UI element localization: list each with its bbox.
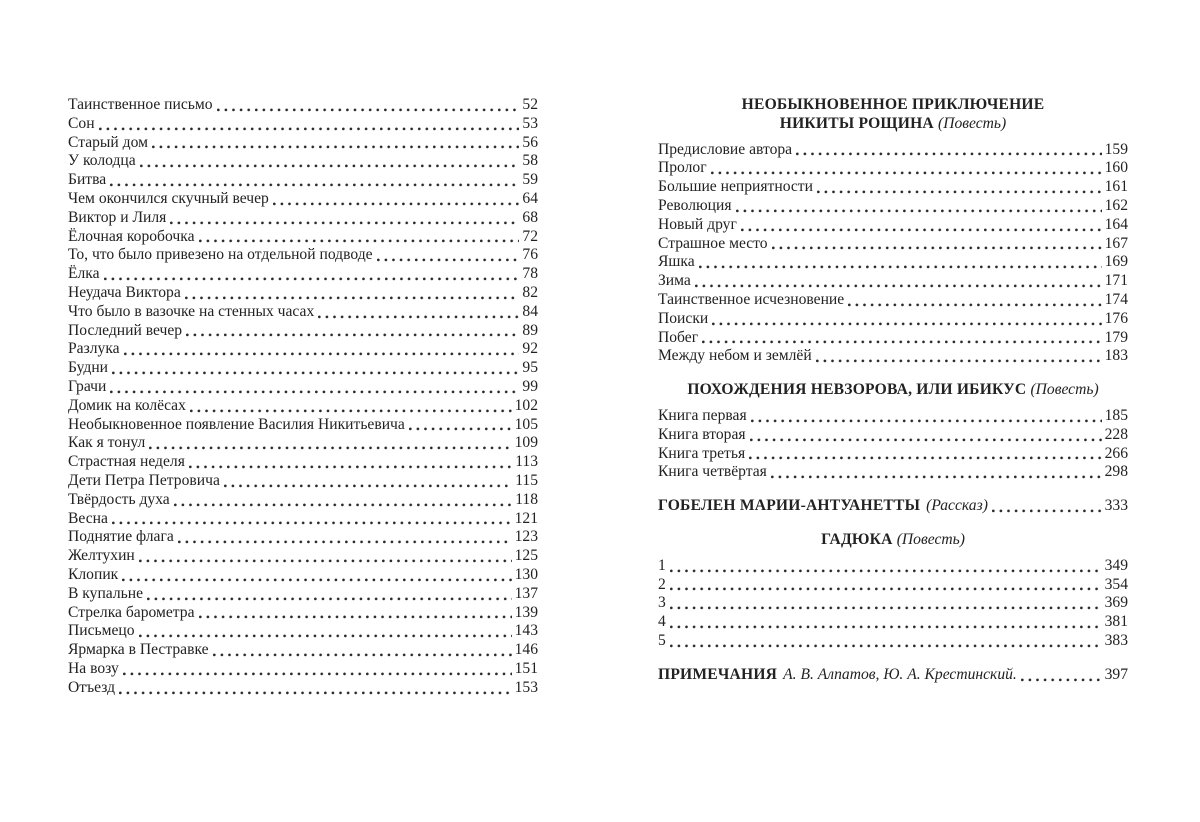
toc-entry-title: Таинственное письмо: [68, 96, 213, 113]
toc-entry: [658, 613, 1128, 632]
section-heading-genre-note: (Повесть): [896, 530, 965, 548]
dot-leader: [147, 597, 512, 601]
section-heading: [658, 96, 1128, 134]
toc-entry-title: Как я тонул: [68, 434, 146, 452]
toc-entry: [658, 463, 1128, 482]
toc-entry-title: Отъезд: [68, 678, 116, 696]
toc-entry-title: Твёрдость духа: [68, 490, 170, 508]
toc-entry-page: 76: [522, 246, 538, 264]
dot-leader: [741, 228, 1102, 232]
toc-entry: [68, 152, 538, 171]
dot-leader: [695, 284, 1102, 288]
dot-leader: [122, 578, 511, 582]
toc-entry-page: 109: [514, 434, 538, 452]
toc-entry-page: 99: [522, 377, 538, 395]
toc-entry-title: 5: [658, 631, 666, 649]
toc-entry: [68, 660, 538, 679]
toc-entry-title: Старый дом: [68, 133, 148, 151]
toc-entry-page: 164: [1104, 215, 1128, 233]
dot-leader: [712, 322, 1101, 326]
toc-entry: [68, 547, 538, 566]
toc-entry-page: 183: [1104, 347, 1128, 365]
toc-inline-entry-note: (Рассказ): [926, 497, 988, 515]
dot-leader: [189, 465, 512, 469]
dot-leader: [771, 475, 1102, 479]
toc-entry-page: 118: [515, 490, 538, 508]
section-heading: [658, 531, 1128, 550]
dot-leader: [711, 171, 1102, 175]
dot-leader: [213, 653, 512, 657]
toc-entry-title: Ёлка: [68, 265, 100, 283]
toc-entry: [658, 141, 1128, 160]
dot-leader: [149, 446, 511, 450]
toc-inline-entry-title: ГОБЕЛЕН МАРИИ-АНТУАНЕТТЫ: [658, 497, 921, 515]
toc-entry-title: Последний вечер: [68, 321, 183, 339]
toc-entry-page: 59: [522, 171, 538, 189]
dot-leader: [170, 221, 519, 225]
toc-entry-title: Книга вторая: [658, 425, 746, 443]
toc-entry-page: 266: [1104, 444, 1128, 462]
toc-entry: [68, 246, 538, 265]
toc-inline-entry: [658, 497, 1128, 516]
toc-entry: [658, 347, 1128, 366]
toc-entry-title: Битва: [68, 171, 107, 189]
toc-entry-page: 139: [514, 603, 538, 621]
toc-entry-title: Книга четвёртая: [658, 463, 767, 481]
dot-leader: [110, 390, 519, 394]
toc-section: [658, 497, 1128, 516]
toc-entry-title: Революция: [658, 196, 732, 214]
toc-entry: [68, 585, 538, 604]
toc-section: [658, 96, 1128, 366]
toc-entry-page: 82: [522, 283, 538, 301]
dot-leader: [751, 419, 1102, 423]
toc-entry-title: 4: [658, 613, 666, 631]
toc-entry-page: 160: [1104, 159, 1128, 177]
toc-entry-title: Стрелка барометра: [68, 603, 195, 621]
section-heading-title: ГАДЮКА: [821, 530, 893, 548]
dot-leader: [190, 409, 512, 413]
toc-entry-title: Ёлочная коробочка: [68, 227, 195, 245]
toc-entry-page: 171: [1104, 272, 1128, 290]
dot-leader: [750, 438, 1102, 442]
toc-entry-title: Страстная неделя: [68, 453, 185, 471]
toc-section: [658, 666, 1128, 685]
toc-entry: [68, 622, 538, 641]
toc-entry-page: 179: [1104, 328, 1128, 346]
dot-leader: [112, 371, 519, 375]
toc-entry-title: Большие неприятности: [658, 178, 813, 196]
dot-leader: [817, 190, 1102, 194]
toc-entry-page: 176: [1104, 309, 1128, 327]
toc-entry-title: Яшка: [658, 253, 695, 271]
toc-entry: [68, 359, 538, 378]
toc-entry-page: 137: [514, 584, 538, 602]
toc-entry: [68, 115, 538, 134]
toc-entry-title: Таинственное исчезновение: [658, 290, 845, 308]
toc-entry-page: 381: [1104, 613, 1128, 631]
toc-entry: [658, 310, 1128, 329]
toc-entry-page: 153: [514, 678, 538, 696]
toc-entry: [68, 641, 538, 660]
toc-right-page-column: [658, 96, 1128, 685]
toc-entry-page: 84: [522, 302, 538, 320]
toc-entry-title: То, что было привезено на отдельной подводе: [68, 246, 373, 264]
toc-entry: [658, 235, 1128, 254]
dot-leader: [772, 246, 1102, 250]
toc-entry: [68, 528, 538, 547]
toc-entry: [658, 557, 1128, 576]
dot-leader: [104, 277, 520, 281]
dot-leader: [152, 145, 519, 149]
toc-entry-title: Книга первая: [658, 406, 747, 424]
toc-entry: [658, 253, 1128, 272]
toc-entry-title: Между небом и землёй: [658, 347, 812, 365]
toc-entry-title: Домик на колёсах: [68, 396, 186, 414]
dot-leader: [670, 625, 1102, 629]
toc-entry-page: 174: [1104, 290, 1128, 308]
toc-section: [658, 381, 1128, 482]
toc-entry: [658, 197, 1128, 216]
toc-entry-page: 72: [522, 227, 538, 245]
toc-inline-entry-title: ПРИМЕЧАНИЯ: [658, 665, 778, 683]
toc-entry: [658, 159, 1128, 178]
toc-entry-title: На возу: [68, 659, 119, 677]
toc-entry-title: Пролог: [658, 159, 707, 177]
toc-entry-page: 52: [522, 96, 538, 113]
dot-leader: [670, 644, 1102, 648]
dot-leader: [736, 209, 1102, 213]
dot-leader: [123, 672, 512, 676]
toc-entry-title: 3: [658, 594, 666, 612]
toc-entry: [68, 228, 538, 247]
toc-entry-title: Новый друг: [658, 215, 737, 233]
dot-leader: [139, 634, 512, 638]
toc-entry: [68, 340, 538, 359]
dot-leader: [1021, 678, 1102, 682]
dot-leader: [702, 340, 1102, 344]
toc-entry: [68, 434, 538, 453]
toc-entry-title: Будни: [68, 359, 109, 377]
toc-entry-title: Виктор и Лиля: [68, 208, 167, 226]
toc-entry-page: 333: [1104, 497, 1128, 515]
toc-entry-title: Желтухин: [68, 547, 135, 565]
dot-leader: [992, 509, 1102, 513]
toc-entry-title: Ярмарка в Пестравке: [68, 641, 209, 659]
toc-entry-title: У колодца: [68, 152, 136, 170]
toc-entry: [658, 272, 1128, 291]
toc-entry-page: 68: [522, 208, 538, 226]
toc-entry-page: 130: [514, 565, 538, 583]
toc-entry-page: 169: [1104, 253, 1128, 271]
dot-leader: [796, 152, 1102, 156]
dot-leader: [199, 615, 512, 619]
dot-leader: [749, 456, 1101, 460]
toc-entry-title: Что было в вазочке на стенных часах: [68, 302, 315, 320]
toc-entry-page: 146: [514, 641, 538, 659]
dot-leader: [670, 606, 1102, 610]
toc-entry: [68, 134, 538, 153]
dot-leader: [816, 359, 1102, 363]
toc-entry: [68, 190, 538, 209]
toc-entry-title: Предисловие автора: [658, 140, 793, 158]
toc-entry-page: 397: [1104, 665, 1128, 683]
toc-entry-page: 123: [514, 528, 538, 546]
section-heading-title: НИКИТЫ РОЩИНА: [779, 114, 934, 132]
dot-leader: [670, 587, 1102, 591]
toc-entry-page: 53: [522, 114, 538, 132]
toc-entry: [658, 445, 1128, 464]
dot-leader: [699, 265, 1102, 269]
toc-entry-page: 121: [514, 509, 538, 527]
toc-entry-page: 56: [522, 133, 538, 151]
dot-leader: [273, 202, 520, 206]
dot-leader: [318, 315, 519, 319]
dot-leader: [140, 164, 520, 168]
toc-entry-page: 58: [522, 152, 538, 170]
toc-entry-title: 1: [658, 556, 666, 574]
toc-entry-title: 2: [658, 575, 666, 593]
toc-entry-page: 162: [1104, 196, 1128, 214]
dot-leader: [99, 127, 520, 131]
toc-entry-page: 354: [1104, 575, 1128, 593]
toc-entry: [68, 284, 538, 303]
toc-entry-page: 167: [1104, 234, 1128, 252]
toc-entry: [68, 416, 538, 435]
toc-entry-title: Побег: [658, 328, 699, 346]
toc-entry: [658, 178, 1128, 197]
toc-entry-title: Грачи: [68, 377, 107, 395]
toc-entry: [658, 216, 1128, 235]
toc-entry-page: 161: [1104, 178, 1128, 196]
toc-entry: [68, 566, 538, 585]
toc-entry: [68, 472, 538, 491]
toc-entry-title: Письмецо: [68, 622, 135, 640]
toc-entry-page: 115: [515, 471, 538, 489]
toc-entry-title: Весна: [68, 509, 108, 527]
toc-entry: [658, 407, 1128, 426]
toc-entry-page: 151: [514, 659, 538, 677]
dot-leader: [174, 503, 512, 507]
toc-entry: [68, 679, 538, 698]
toc-entry-page: 89: [522, 321, 538, 339]
toc-entry-title: Сон: [68, 114, 95, 132]
toc-entry: [68, 397, 538, 416]
toc-entry-page: 228: [1104, 425, 1128, 443]
toc-entry-title: В купальне: [68, 584, 144, 602]
toc-entry: [68, 96, 538, 115]
toc-entry-title: Клопик: [68, 565, 119, 583]
toc-entry-page: 113: [515, 453, 538, 471]
dot-leader: [185, 296, 520, 300]
toc-entry-page: 125: [514, 547, 538, 565]
toc-entry: [658, 594, 1128, 613]
section-heading-title: ПОХОЖДЕНИЯ НЕВЗОРОВА, ИЛИ ИБИКУС: [687, 381, 1027, 399]
dot-leader: [224, 484, 512, 488]
toc-entry-page: 92: [522, 340, 538, 358]
toc-inline-entry-note: А. В. Алпатов, Ю. А. Крестинский.: [783, 665, 1017, 683]
toc-entry-page: 159: [1104, 140, 1128, 158]
toc-entry: [68, 171, 538, 190]
toc-entry-title: Необыкновенное появление Василия Никитьевича: [68, 415, 405, 433]
dot-leader: [377, 258, 520, 262]
dot-leader: [119, 691, 512, 695]
toc-entry: [658, 576, 1128, 595]
toc-entry-page: 143: [514, 622, 538, 640]
toc-left-page-column: [68, 96, 538, 698]
toc-entry-title: Поднятие флага: [68, 528, 174, 546]
dot-leader: [409, 427, 512, 431]
dot-leader: [124, 352, 520, 356]
dot-leader: [199, 239, 520, 243]
toc-entry-title: Книга третья: [658, 444, 746, 462]
toc-entry: [68, 510, 538, 529]
toc-entry-page: 383: [1104, 631, 1128, 649]
toc-entry: [658, 329, 1128, 348]
dot-leader: [186, 333, 519, 337]
toc-entry-page: 105: [514, 415, 538, 433]
section-heading-genre-note: (Повесть): [1030, 381, 1099, 399]
toc-entry-title: Зима: [658, 272, 691, 290]
toc-entry-title: Разлука: [68, 340, 120, 358]
toc-entry: [658, 291, 1128, 310]
dot-leader: [670, 569, 1102, 573]
toc-entry: [68, 453, 538, 472]
dot-leader: [139, 559, 512, 563]
toc-entry-title: Чем окончился скучный вечер: [68, 189, 269, 207]
dot-leader: [178, 540, 512, 544]
dot-leader: [112, 521, 512, 525]
toc-entry-page: 185: [1104, 406, 1128, 424]
toc-entry-page: 349: [1104, 556, 1128, 574]
toc-entry-page: 298: [1104, 463, 1128, 481]
toc-entry: [68, 303, 538, 322]
section-heading: [658, 381, 1128, 400]
toc-entry: [68, 491, 538, 510]
toc-inline-entry: [658, 666, 1128, 685]
dot-leader: [848, 303, 1101, 307]
section-heading-line1: НЕОБЫКНОВЕННОЕ ПРИКЛЮЧЕНИЕ: [741, 96, 1045, 113]
section-heading-genre-note: (Повесть): [938, 114, 1007, 132]
toc-entry-title: Неудача Виктора: [68, 283, 181, 301]
dot-leader: [217, 108, 520, 112]
toc-entry-page: 78: [522, 265, 538, 283]
toc-entry-title: Страшное место: [658, 234, 768, 252]
toc-section: [658, 531, 1128, 651]
toc-entry: [658, 632, 1128, 651]
toc-entry: [68, 378, 538, 397]
toc-entry-title: Дети Петра Петровича: [68, 471, 220, 489]
toc-entry-page: 95: [522, 359, 538, 377]
toc-entry: [68, 209, 538, 228]
toc-entry: [68, 265, 538, 284]
toc-entry: [68, 322, 538, 341]
toc-entry: [658, 426, 1128, 445]
toc-entry-page: 369: [1104, 594, 1128, 612]
toc-entry-page: 102: [514, 396, 538, 414]
toc-entry-page: 64: [522, 189, 538, 207]
toc-entry: [68, 604, 538, 623]
dot-leader: [110, 183, 519, 187]
toc-entry-title: Поиски: [658, 309, 709, 327]
